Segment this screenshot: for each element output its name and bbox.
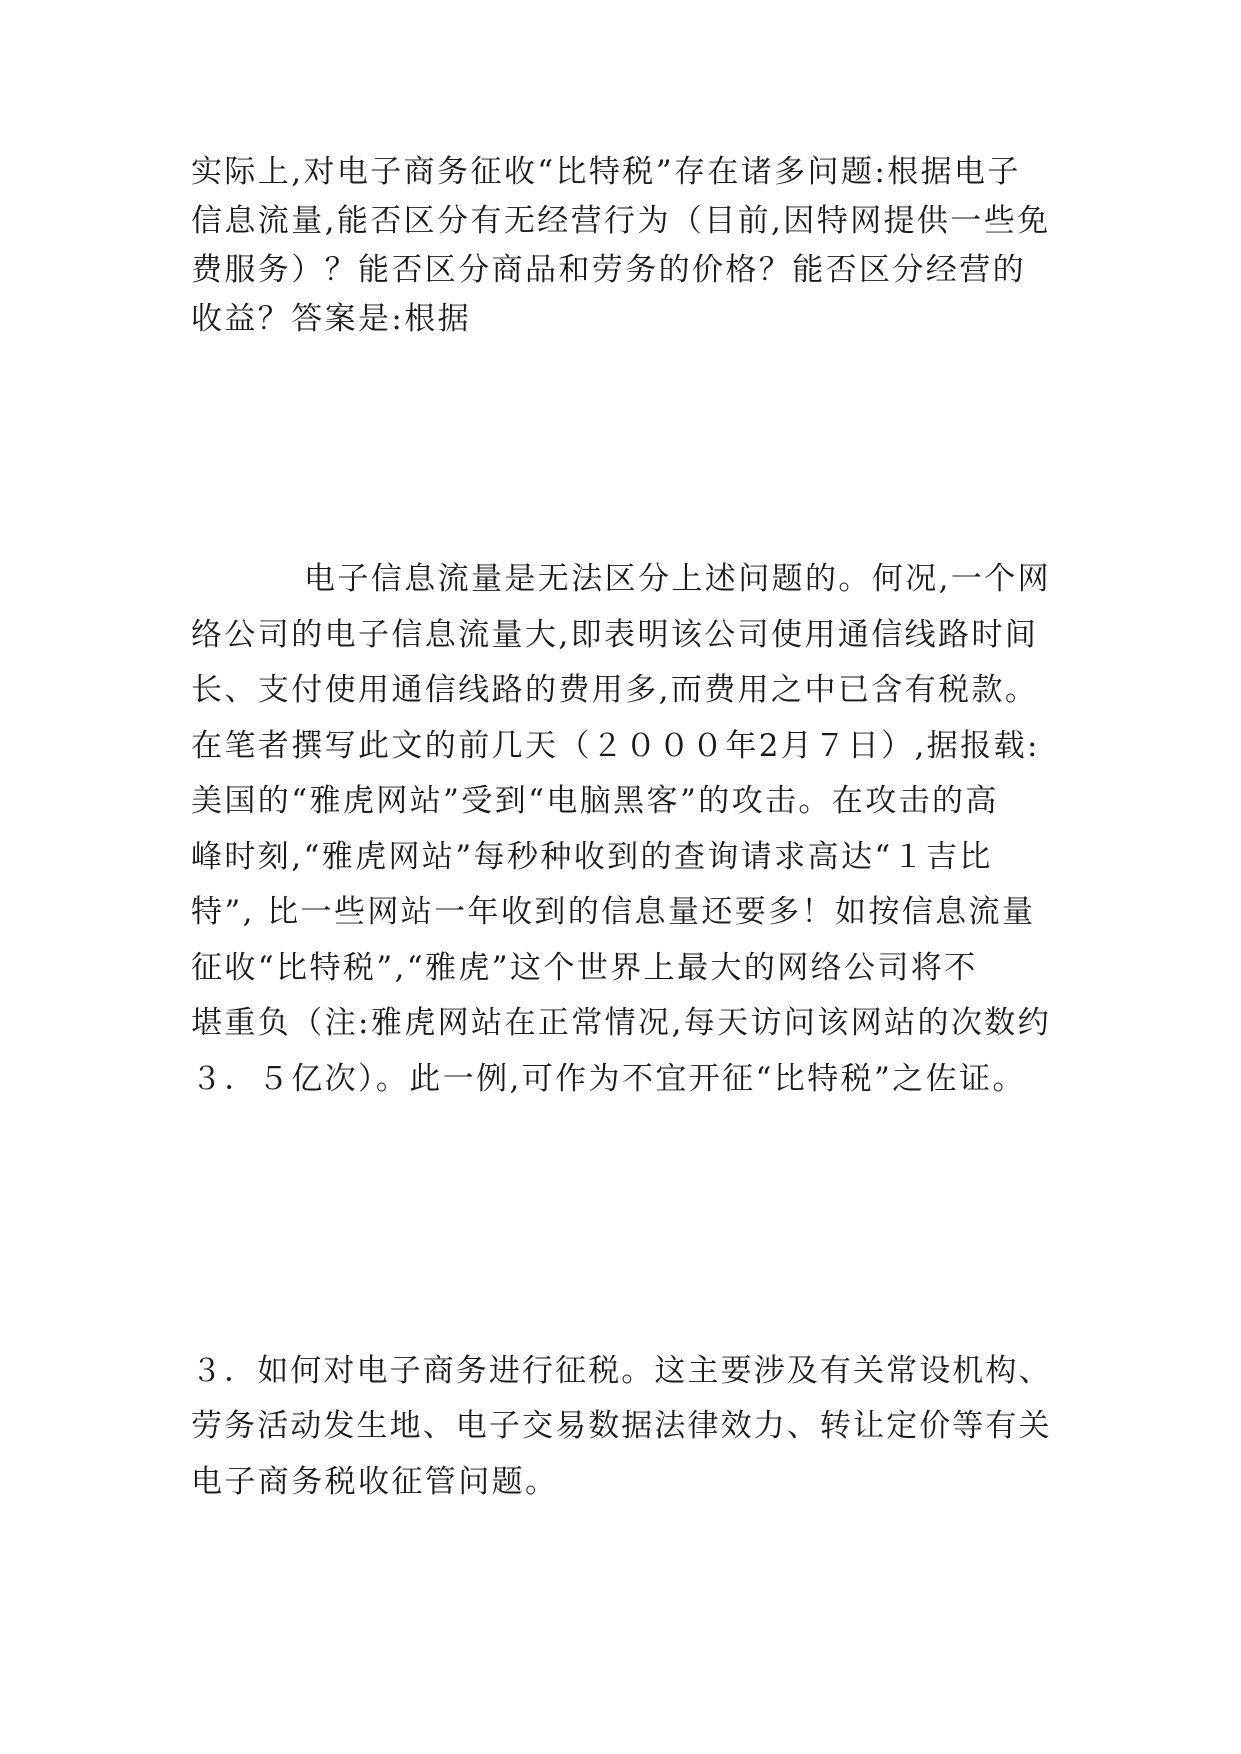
paragraph-1-line-2: 信息流量,能否区分有无经营行为（目前,因特网提供一些免 <box>191 203 1051 239</box>
paragraph-2-line-1: 电子信息流量是无法区分上述问题的。何况,一个网 <box>304 561 1052 597</box>
paragraph-2-line-6: 峰时刻,“雅虎网站”每秒种收到的查询请求高达“１吉比 <box>191 839 993 875</box>
paragraph-2-line-3: 长、支付使用通信线路的费用多,而费用之中已含有税款。 <box>191 672 1039 708</box>
paragraph-2-line-5: 美国的“雅虎网站”受到“电脑黑客”的攻击。在攻击的高 <box>191 783 999 819</box>
paragraph-1-line-1: 实际上,对电子商务征收“比特税”存在诸多问题:根据电子 <box>191 154 1021 190</box>
paragraph-2-line-9: 堪重负（注:雅虎网站在正常情况,每天访问该网站的次数约 <box>191 1005 1052 1041</box>
paragraph-2-line-4: 在笔者撰写此文的前几天（２０００年2月７日）,据报载: <box>191 728 1040 764</box>
paragraph-2-line-7: 特”, 比一些网站一年收到的信息量还要多！如按信息流量 <box>191 894 1036 930</box>
paragraph-1-line-4: 收益？答案是:根据 <box>191 301 472 337</box>
paragraph-3-line-3: 电子商务税收征管问题。 <box>191 1464 559 1500</box>
paragraph-2-line-10: ３．５亿次）。此一例,可作为不宜开征“比特税”之佐证。 <box>191 1061 1026 1097</box>
paragraph-2-line-8: 征收“比特税”,“雅虎”这个世界上最大的网络公司将不 <box>191 950 978 986</box>
paragraph-2-line-2: 络公司的电子信息流量大,即表明该公司使用通信线路时间 <box>191 617 1039 653</box>
paragraph-3-line-2: 劳务活动发生地、电子交易数据法律效力、转让定价等有关 <box>191 1408 1052 1444</box>
paragraph-3-line-1: ３．如何对电子商务进行征税。这主要涉及有关常设机构、 <box>191 1353 1052 1389</box>
paragraph-1-line-3: 费服务）？能否区分商品和劳务的价格？能否区分经营的 <box>191 252 1026 288</box>
